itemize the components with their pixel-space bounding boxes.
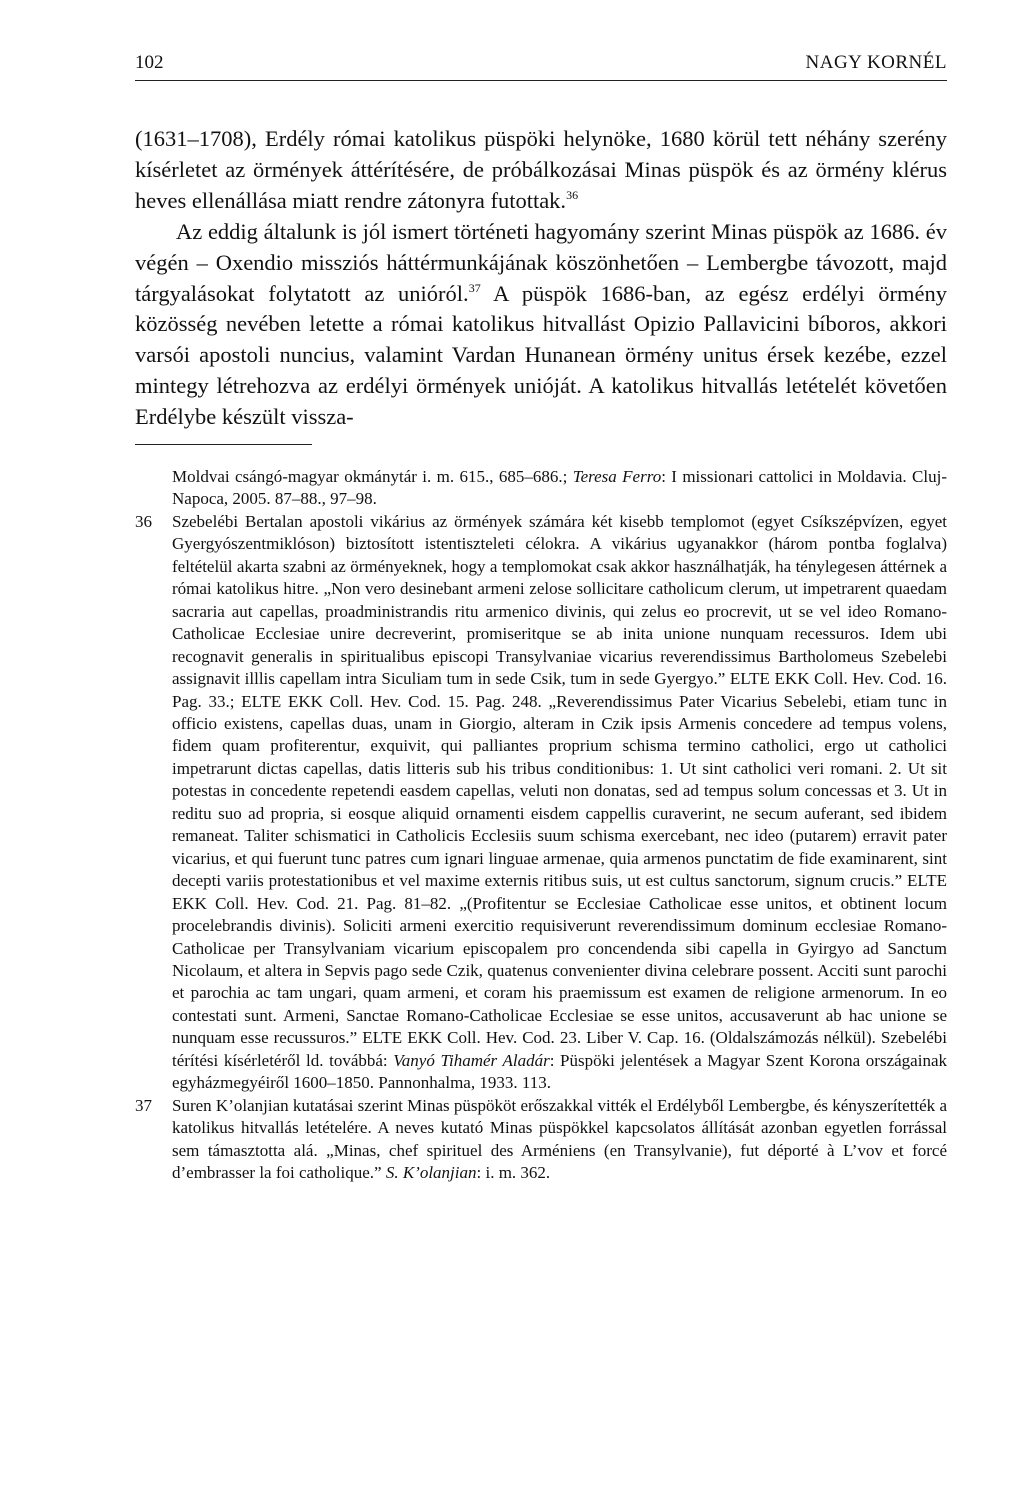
running-header — [135, 52, 947, 82]
author-italic: Vanyó Tihamér Aladár — [393, 1050, 550, 1070]
footnote-continuation — [135, 466, 947, 511]
body-text — [135, 124, 947, 433]
paragraph-text: A püspök 1686-ban, az egész erdélyi örmény közösség nevében letette a római katolikus hitvallást Opizio Pallavicini bíboros, akkori varsói apostoli nuncius, valamint Vardan Hunanean örmény unitus érsek kezébe, ezzel mintegy létrehozva az erdélyi örmények unióját. A katolikus hitvallás letételét követően Erdélybe készült vissza- — [135, 280, 948, 430]
body-paragraph — [135, 124, 947, 217]
page-number: 102 — [135, 52, 164, 73]
footnote-number: 37 — [135, 1095, 152, 1115]
footnote-text: : i. m. 362. — [476, 1163, 551, 1183]
paragraph-text: Az eddig általunk is jól ismert történeti hagyomány szerint Minas püspök az 1686. év végén – Oxendio missziós háttérmunkájának köszönhetően – Lembergbe távozott, majd tárgyalásokat folytatott az unióról. — [135, 218, 947, 306]
footnote-text: Moldvai csángó-magyar okmánytár i. m. 615., 685–686.; — [172, 467, 573, 486]
author-italic: Teresa Ferro — [572, 467, 662, 486]
footnote-text: : I missionari cattolici in Moldavia. Cluj-Napoca, 2005. 87–88., 97–98. — [172, 467, 947, 509]
running-head-author: NAGY KORNÉL — [805, 52, 947, 73]
footnote-ref-36[interactable]: 36 — [566, 187, 579, 202]
footnote-37 — [135, 1095, 947, 1185]
header-rule — [135, 80, 947, 81]
footnotes — [135, 466, 947, 1185]
footnote-text: Szebelébi Bertalan apostoli vikárius az örmények számára két kisebb templomot (egyet Csíkszépvízen, egyet Gyergyószentmiklóson) biztosított istentiszteleti célokra. A vikárius ugyanakkor (három pontba foglalva) feltételül akarta szabni az örményeknek, hogy a templomokat csak akkor használhatják, ha ténylegesen áttérnek a római katolikus hitre. „Non vero desinebant armeni zelose sollicitare catholicum clerum, ut impetrarent quaedam sacraria aut capellas, proadministrandis ritu armenico divinis, qui zelus eo procrevit, ut se vel ideo Romano-Catholicae Ecclesiae unire decreverint, promiseritque se ab inita unione nunquam recessuros. Idem ubi recognavit generalis in spiritualibus episcopi Transylvaniae vicarius reverendissimus Bartholomeus Szebelebi assignavit illlis capellam intra Siculiam tum in sede Csik, tum in sede Gyergyo.” ELTE EKK Coll. Hev. Cod. 16. Pag. 33.; ELTE EKK Coll. Hev. Cod. 15. Pag. 248. „Reverendissimus Pater Vicarius Sebelebi, etiam tunc in officio existens, capellas duas, unam in Giorgio, alteram in Czik ipsis Armenis concedere ad tempus volens, fidem quam profiterentur, exquivit, qui palliantes proprium schisma termino catholici, ergo ut catholici impetrarunt dictas capellas, datis litteris sub his tribus conditionibus: 1. Ut sint catholici veri romani. 2. Ut sit potestas in concedente repetendi easdem capellas, veluti non donatas, sed ad tempus solum concessas et 3. Ut in reditu suo ad propria, si eosque aliquid ornamenti eisdem cappellis curaverint, ne secum auferant, sed ibidem remaneat. Taliter schismatici in Catholicis Ecclesiis suum schisma exercebant, nec ideo (putarem) erravit pater vicarius, et qui fuerunt tunc patres cum ignari linguae armenae, quia armenos punctatim de fide examinarent, sint decepti variis protestationibus et vel maxime externis ritibus suis, ut est cultus sanctorum, signum crucis.” ELTE EKK Coll. Hev. Cod. 21. Pag. 81–82. „(Profitentur se Ecclesiae Catholicae esse unitos, et obtinent locum procelebrandis divinis). Soliciti armeni exercitio requisiverunt reverendissimum dominum ecclesiae Romano-Catholicae per Transylvaniam vicarium episcopalem pro concendenda sibi capella in Gyirgyo ad Sanctum Nicolaum, et altera in Sepvis pago sede Czik, quatenus convenienter divina celebrare possent. Acciti sunt parochi et parochia ac tam ungari, quam armeni, et coram his praemissum est examen de religione armenorum. In eo contestati sunt. Armeni, Sanctae Romano-Catholicae Ecclesiae se esse unitos, accusaverunt ab hac unione se nunquam esse recussuros.” ELTE EKK Coll. Hev. Cod. 23. Liber V. Cap. 16. (Oldalszámozás nélkül). Szebelébi térítési kísérletéről ld. továbbá: — [172, 511, 947, 1070]
author-italic: S. K’olanjian — [385, 1163, 477, 1183]
footnote-36 — [135, 511, 947, 1095]
footnote-number: 36 — [135, 511, 152, 531]
footnote-ref-37[interactable]: 37 — [468, 280, 481, 295]
body-paragraph — [135, 217, 947, 433]
footnote-text: Suren K’olanjian kutatásai szerint Minas püspököt erőszakkal vitték el Erdélyből Lembergbe, és kényszerítették a katolikus hitvallás letételére. A neves kutató Minas püspökkel kapcsolatos állítását azonban egyetlen forrással sem támasztotta alá. „Minas, chef spirituel des Arméniens (en Transylvanie), fut déporté à L’vov et forcé d’embrasser la foi catholique.” — [172, 1095, 947, 1183]
footnote-text: : Püspöki jelentések a Magyar Szent Korona országainak egyházmegyéiről 1600–1850. Pannonhalma, 1933. 113. — [172, 1050, 947, 1093]
footnote-separator — [135, 444, 312, 445]
paragraph-text: (1631–1708), Erdély római katolikus püspöki helynöke, 1680 körül tett néhány szerény kísérletet az örmények áttérítésére, de próbálkozásai Minas püspök és az örmény klérus heves ellenállása miatt rendre zátonyra futottak. — [135, 126, 947, 213]
